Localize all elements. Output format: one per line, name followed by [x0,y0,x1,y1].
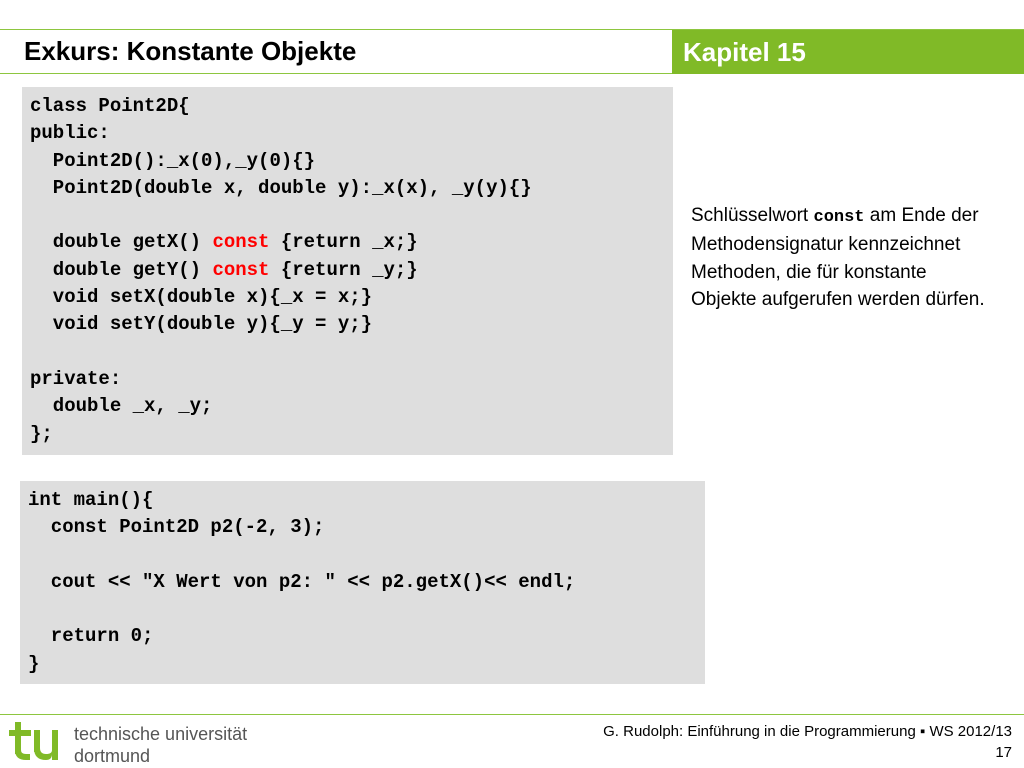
code-text: double getX() [30,231,213,254]
const-keyword: const [212,231,270,254]
code-line-empty [28,542,705,569]
chapter-bar [672,30,1024,74]
university-name [74,723,247,767]
const-keyword: const [212,258,270,281]
university-line: technische universität [74,724,248,744]
slide-header [0,30,1024,74]
university-line: dortmund [74,746,151,766]
code-line [30,257,673,284]
code-line-empty [30,202,673,229]
main-code-block [20,481,705,684]
tu-logo-icon [6,720,62,764]
chapter-label: Kapitel 15 [683,36,806,67]
code-line-empty [28,596,705,623]
code-line: double _x, _y; [30,395,213,418]
code-line [30,229,673,256]
code-text: double getY() [30,258,213,281]
code-text: {return _x;} [269,231,418,254]
note-text: am Ende der Methodensignatur kennzeichnet Methoden, die für konstante Objekte aufgerufen werden dürfen. [691,205,985,310]
code-line: }; [30,422,53,445]
slide-footer [603,721,1012,763]
code-text: {return _y;} [269,258,418,281]
code-line: int main(){ [28,489,154,511]
code-line-empty [30,339,673,366]
footer-credit: G. Rudolph: Einführung in die Programmierung ▪ WS 2012/13 [603,723,1012,740]
class-code-block [22,87,673,455]
note-keyword: const [813,208,865,227]
code-line: private: [30,367,122,390]
code-line: Point2D(double x, double y):_x(x), _y(y){} [30,176,532,199]
code-line: void setX(double x){_x = x;} [30,286,373,309]
slide-title: Exkurs: Konstante Objekte [24,36,357,66]
code-line: cout << "X Wert von p2: " << p2.getX()<< endl; [28,570,576,593]
code-line: class Point2D{ [30,95,190,117]
explanation-note [691,202,991,313]
code-line: const Point2D p2(-2, 3); [28,516,325,539]
footer-rule [0,714,1024,715]
page-number: 17 [995,744,1012,761]
title-bar [0,30,672,74]
code-line: void setY(double y){_y = y;} [30,313,373,336]
code-line: return 0; [28,625,154,648]
code-line: Point2D():_x(0),_y(0){} [30,149,316,172]
code-line: } [28,652,40,675]
note-text: Schlüsselwort [691,205,814,226]
code-line: public: [30,122,110,145]
